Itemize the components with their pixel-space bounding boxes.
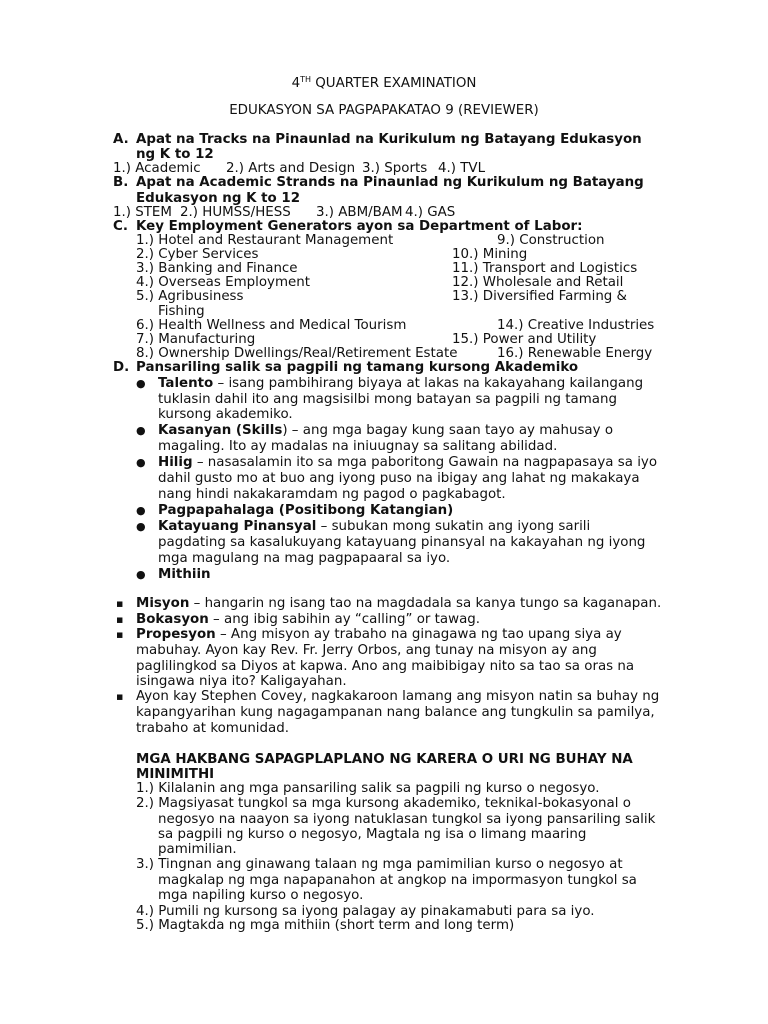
section-a-title: Apat na Tracks na Pinaunlad na Kurikulum ng Batayang Edukasyon — [136, 132, 642, 147]
step-item: 4.) Pumili ng kursong sa iyong palagay ay pinakamabuti para sa iyo. — [136, 904, 595, 919]
employment-item: 1.) Hotel and Restaurant Management — [136, 233, 394, 248]
step-item-cont: mga napiling kurso o negosyo. — [158, 888, 364, 903]
employment-item: 16.) Renewable Energy — [497, 346, 653, 361]
strand-item: 4.) GAS — [405, 205, 456, 220]
talento-line: tuklasin dahil ito ang magsisilbi mong batayan sa pagpili ng tamang — [158, 392, 617, 407]
section-c-title: Key Employment Generators ayon sa Department of Labor: — [136, 219, 583, 234]
steps-title: MGA HAKBANG SAPAGPLAPLANO NG KARERA O URI NG BUHAY NA — [136, 752, 633, 767]
strand-item: 2.) HUMSS/HESS — [180, 205, 291, 220]
propesyon-line: Propesyon – Ang misyon ay trabaho na ginagawa ng tao upang siya ay — [136, 627, 622, 642]
step-item-cont: pamimilian. — [158, 842, 237, 857]
employment-item: 14.) Creative Industries — [497, 318, 655, 333]
track-item: 2.) Arts and Design — [226, 161, 356, 176]
track-item: 1.) Academic — [113, 161, 201, 176]
pagpapahalaga-line: Pagpapahalaga (Positibong Katangian) — [158, 503, 454, 518]
step-item: 5.) Magtakda ng mga mithiin (short term and long term) — [136, 918, 515, 933]
section-c-marker: C. — [113, 219, 128, 234]
exam-title: 4TH QUARTER EXAMINATION — [291, 75, 477, 91]
section-d-title: Pansariling salik sa pagpili ng tamang kursong Akademiko — [136, 360, 579, 375]
bullet-icon: ● — [136, 568, 146, 581]
square-bullet-icon: ▪ — [116, 613, 124, 626]
bullet-icon: ● — [136, 456, 146, 469]
employment-item: 2.) Cyber Services — [136, 247, 259, 262]
bullet-icon: ● — [136, 504, 146, 517]
katayuan-line: mga magulang na mag pagpapaaral sa iyo. — [158, 551, 451, 566]
employment-item: 11.) Transport and Logistics — [452, 261, 638, 276]
propesyon-line: isingawa niya ito? Kaligayahan. — [136, 674, 347, 689]
employment-item: 12.) Wholesale and Retail — [452, 275, 624, 290]
covey-line: kapangyarihan kung nagagampanan nang balance ang tungkulin sa pamilya, — [136, 705, 655, 720]
bokasyon-line: Bokasyon – ang ibig sabihin ay “calling” or tawag. — [136, 612, 481, 627]
katayuan-line: pagdating sa kasalukuyang katayuang pinansyal na kakayahan ng iyong — [158, 535, 646, 550]
katayuan-line: Katayuang Pinansyal – subukan mong sukatin ang iyong sarili — [158, 519, 591, 534]
step-item: 1.) Kilalanin ang mga pansariling salik sa pagpili ng kurso o negosyo. — [136, 781, 600, 796]
square-bullet-icon: ▪ — [116, 597, 124, 610]
kasanyan-line: Kasanyan (Skills) – ang mga bagay kung saan tayo ay mahusay o — [158, 423, 614, 438]
propesyon-line: mabuhay. Ayon kay Rev. Fr. Jerry Orbos, ang tunay na misyon ay ang — [136, 643, 597, 658]
step-item-cont: magkalap ng mga napapanahon at angkop na impormasyon tungkol sa — [158, 873, 637, 888]
misyon-line: Misyon – hangarin ng isang tao na magdadala sa kanya tungo sa kaganapan. — [136, 596, 662, 611]
section-b-title-cont: Edukasyon ng K to 12 — [136, 191, 301, 206]
bullet-icon: ● — [136, 424, 146, 437]
step-item-cont: negosyo na naayon sa iyong natuklasan tungkol sa iyong pansariling salik — [158, 812, 656, 827]
employment-item: 6.) Health Wellness and Medical Tourism — [136, 318, 407, 333]
section-d-marker: D. — [113, 360, 130, 375]
kasanyan-line: magaling. Ito ay madalas na iniuugnay sa salitang abilidad. — [158, 439, 558, 454]
hilig-line: dahil gusto mo at buo ang iyong puso na ibigay ang lahat ng makakaya — [158, 471, 640, 486]
section-b-marker: B. — [113, 175, 129, 190]
employment-item: 8.) Ownership Dwellings/Real/Retirement Estate — [136, 346, 458, 361]
track-item: 4.) TVL — [438, 161, 486, 176]
hilig-line: Hilig – nasasalamin ito sa mga paboritong Gawain na nagpapasaya sa iyo — [158, 455, 658, 470]
propesyon-line: paglilingkod sa Diyos at kapwa. Ano ang maibibigay nito sa tao sa oras na — [136, 659, 635, 674]
talento-line: Talento – isang pambihirang biyaya at lakas na kakayahang kailangang — [158, 376, 644, 391]
reviewer-subtitle: EDUKASYON SA PAGPAPAKATAO 9 (REVIEWER) — [229, 103, 539, 118]
employment-item-wrap: Fishing — [158, 304, 205, 319]
step-item: 2.) Magsiyasat tungkol sa mga kursong akademiko, teknikal-bokasyonal o — [136, 796, 631, 811]
square-bullet-icon: ▪ — [116, 628, 124, 641]
step-item-cont: sa pagpili ng kurso o negosyo, Magtala ng isa o limang maaring — [158, 827, 587, 842]
steps-title-cont: MINIMITHI — [136, 767, 215, 782]
strand-item: 1.) STEM — [113, 205, 172, 220]
section-b-title: Apat na Academic Strands na Pinaunlad ng Kurikulum ng Batayang — [136, 175, 644, 190]
mithiin-line: Mithiin — [158, 567, 211, 582]
covey-line: Ayon kay Stephen Covey, nagkakaroon lamang ang misyon natin sa buhay ng — [136, 689, 660, 704]
employment-item: 4.) Overseas Employment — [136, 275, 310, 290]
section-a-title-cont: ng K to 12 — [136, 147, 214, 162]
employment-item: 15.) Power and Utility — [452, 332, 597, 347]
strand-item: 3.) ABM/BAM — [316, 205, 403, 220]
covey-line: trabaho at komunidad. — [136, 721, 289, 736]
hilig-line: nang hindi nakakaramdam ng pagod o pagkabagot. — [158, 487, 506, 502]
employment-item: 7.) Manufacturing — [136, 332, 256, 347]
square-bullet-icon: ▪ — [116, 690, 124, 703]
employment-item: 3.) Banking and Finance — [136, 261, 298, 276]
employment-item: 9.) Construction — [497, 233, 605, 248]
section-a-marker: A. — [113, 132, 129, 147]
step-item: 3.) Tingnan ang ginawang talaan ng mga pamimilian kurso o negosyo at — [136, 857, 623, 872]
bullet-icon: ● — [136, 520, 146, 533]
talento-line: kursong akademiko. — [158, 407, 293, 422]
employment-item: 5.) Agribusiness — [136, 289, 244, 304]
track-item: 3.) Sports — [362, 161, 428, 176]
employment-item: 13.) Diversified Farming & — [452, 289, 627, 304]
bullet-icon: ● — [136, 377, 146, 390]
employment-item: 10.) Mining — [452, 247, 528, 262]
